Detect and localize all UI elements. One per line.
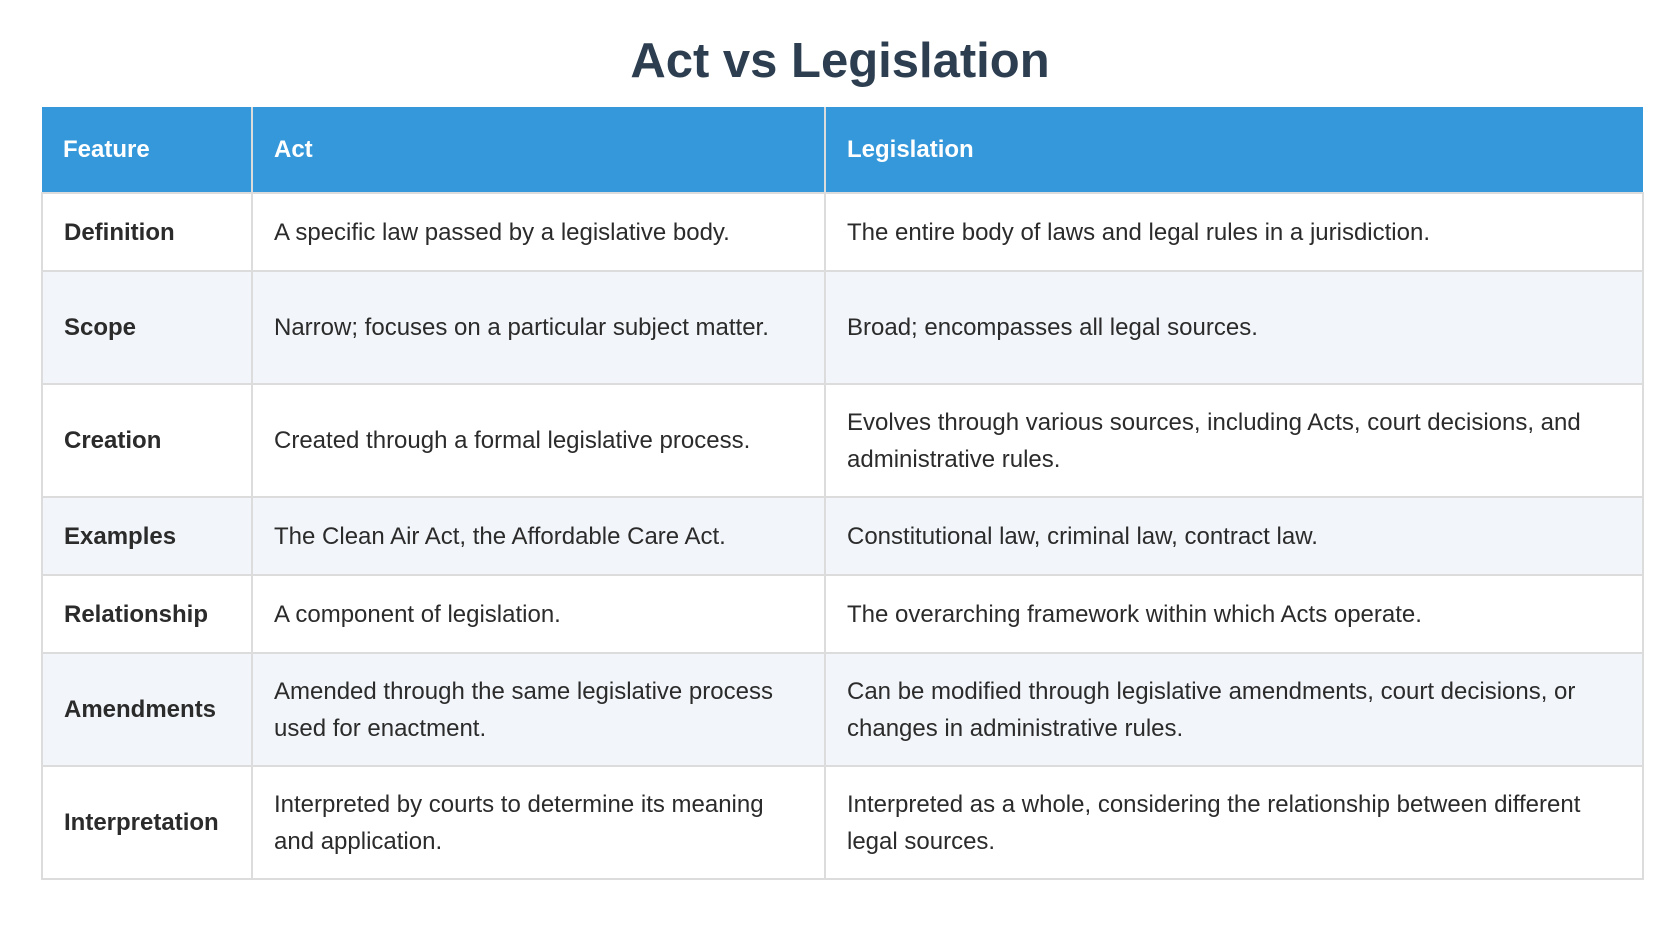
- table-row-examples: [42, 497, 1643, 575]
- table-row-interpretation: [42, 766, 1643, 879]
- legislation-cell: Interpreted as a whole, considering the relationship between different legal sources.: [825, 766, 1643, 879]
- legislation-cell: Constitutional law, criminal law, contract law.: [825, 497, 1643, 575]
- table-row-definition: [42, 193, 1643, 271]
- legislation-cell: Evolves through various sources, including Acts, court decisions, and administrative rules.: [825, 384, 1643, 497]
- feature-cell: Amendments: [42, 653, 252, 766]
- act-cell: Amended through the same legislative process used for enactment.: [252, 653, 825, 766]
- feature-cell: Examples: [42, 497, 252, 575]
- comparison-table: [41, 107, 1644, 880]
- feature-cell: Scope: [42, 271, 252, 384]
- act-cell: A specific law passed by a legislative body.: [252, 193, 825, 271]
- act-cell: Interpreted by courts to determine its meaning and application.: [252, 766, 825, 879]
- act-cell: A component of legislation.: [252, 575, 825, 653]
- header-legislation: Legislation: [825, 107, 1643, 193]
- page-title: Act vs Legislation: [630, 34, 1050, 88]
- table-row-creation: [42, 384, 1643, 497]
- table-header-row: [42, 107, 1643, 193]
- legislation-cell: The entire body of laws and legal rules in a jurisdiction.: [825, 193, 1643, 271]
- act-cell: Created through a formal legislative process.: [252, 384, 825, 497]
- table-row-amendments: [42, 653, 1643, 766]
- header-act: Act: [252, 107, 825, 193]
- act-cell: The Clean Air Act, the Affordable Care Act.: [252, 497, 825, 575]
- feature-cell: Definition: [42, 193, 252, 271]
- feature-cell: Relationship: [42, 575, 252, 653]
- table-row-relationship: [42, 575, 1643, 653]
- legislation-cell: Can be modified through legislative amendments, court decisions, or changes in administrative rules.: [825, 653, 1643, 766]
- legislation-cell: The overarching framework within which Acts operate.: [825, 575, 1643, 653]
- feature-cell: Creation: [42, 384, 252, 497]
- table-row-scope: [42, 271, 1643, 384]
- feature-cell: Interpretation: [42, 766, 252, 879]
- legislation-cell: Broad; encompasses all legal sources.: [825, 271, 1643, 384]
- act-cell: Narrow; focuses on a particular subject matter.: [252, 271, 825, 384]
- header-feature: Feature: [42, 107, 252, 193]
